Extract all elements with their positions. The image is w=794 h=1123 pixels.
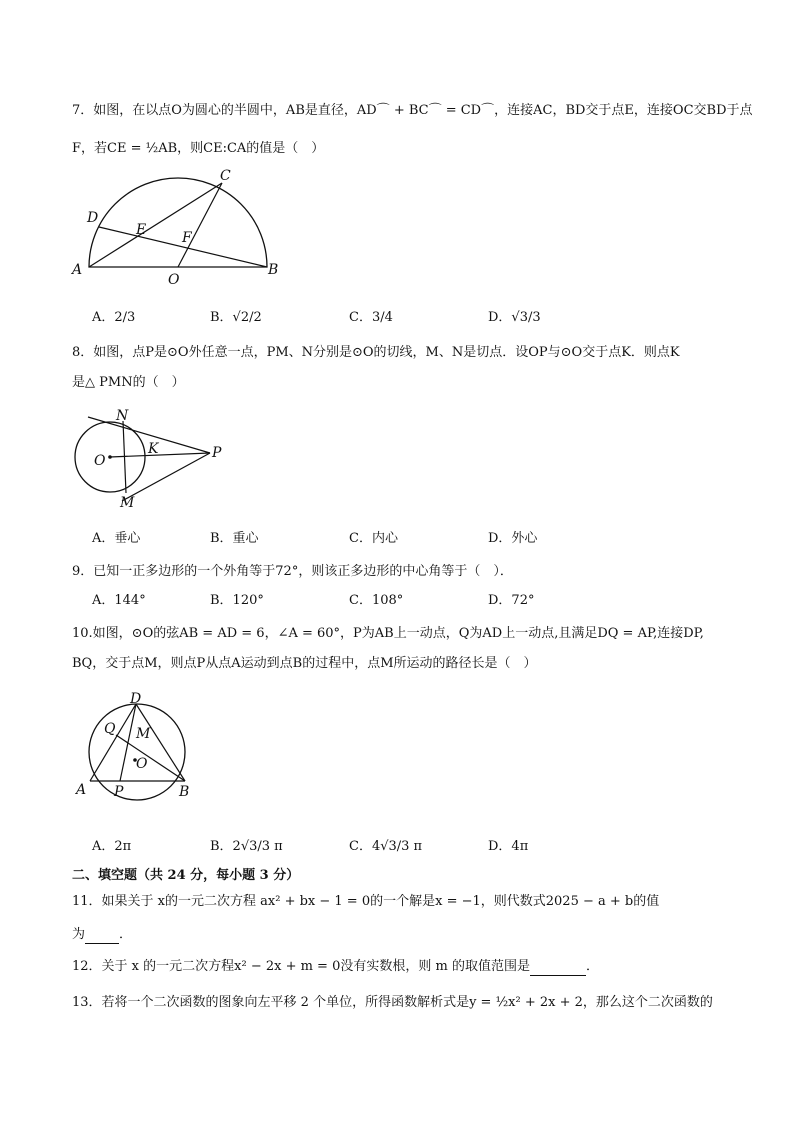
semicircle-arc <box>89 178 267 267</box>
q8-figure <box>70 405 240 515</box>
q9-option-d[interactable]: D．72° <box>488 593 535 608</box>
label-a: A <box>76 782 87 798</box>
label-n: N <box>116 408 129 424</box>
label-p: P <box>114 784 124 800</box>
q7-option-b[interactable]: B．√2/2 <box>210 310 262 325</box>
q8-line1: 8．如图，点P是⊙O外任意一点，PM、N分别是⊙O的切线，M、N是切点．设OP与⊙O交于点K．则点K <box>72 345 680 360</box>
label-a: A <box>72 262 83 278</box>
label-m: M <box>136 726 151 742</box>
q11-line2 <box>72 926 132 944</box>
q7-option-d[interactable]: D．√3/3 <box>488 310 541 325</box>
q11-answer-blank[interactable] <box>85 929 119 944</box>
q9-option-c[interactable]: C．108° <box>349 593 404 608</box>
q12-answer-blank[interactable] <box>530 961 586 976</box>
q10-option-d[interactable]: D．4π <box>488 839 529 854</box>
q10-line2: BQ，交于点M，则点P从点A运动到点B的过程中，点M所运动的路径长是（ ） <box>72 656 537 671</box>
q10-figure <box>72 688 202 808</box>
q11-line2-prefix: 为 <box>72 927 86 942</box>
q12-suffix: ． <box>585 959 599 974</box>
segment-bq <box>116 735 185 781</box>
label-k: K <box>148 441 159 457</box>
q8-option-d[interactable]: D．外心 <box>488 531 538 546</box>
q12-line <box>72 958 599 976</box>
tangent-pm <box>122 453 210 501</box>
label-b: B <box>268 262 279 278</box>
q7-option-c[interactable]: C．3/4 <box>349 310 393 325</box>
q9-option-b[interactable]: B．120° <box>210 593 264 608</box>
center-point-o <box>108 455 112 459</box>
q7-line1: 7．如图，在以点O为圆心的半圆中，AB是直径，AD⌒ + BC⌒ = CD⌒，连接AC，BD交于点E，连接OC交BD于点 <box>72 103 753 118</box>
label-d: D <box>130 691 142 707</box>
q7-option-a[interactable]: A．2/3 <box>92 310 136 325</box>
q9-option-a[interactable]: A．144° <box>92 593 146 608</box>
q7-figure <box>70 168 300 288</box>
q10-option-b[interactable]: B．2√3/3 π <box>210 839 283 854</box>
label-e: E <box>136 222 147 238</box>
label-c: C <box>220 168 231 184</box>
segment-ac <box>89 183 222 267</box>
label-d: D <box>87 210 99 226</box>
q7-line2: F，若CE = ½AB，则CE:CA的值是（ ） <box>72 141 325 156</box>
q11-line1: 11．如果关于 x的一元二次方程 ax² + bx − 1 = 0的一个解是x = −1，则代数式2025 − a + b的值 <box>72 894 660 909</box>
chord-ad <box>90 704 136 781</box>
q12-text: 12．关于 x 的一元二次方程x² − 2x + m = 0没有实数根，则 m 的取值范围是 <box>72 959 530 974</box>
q10-line1: 10.如图，⊙O的弦AB = AD = 6，∠A = 60°，P为AB上一动点，Q为AD上一动点,且满足DQ = AP,连接DP, <box>72 626 704 641</box>
q11-line2-suffix: ． <box>119 927 133 942</box>
label-o: O <box>94 453 106 469</box>
label-p: P <box>212 445 222 461</box>
label-m: M <box>120 495 135 511</box>
q8-option-c[interactable]: C．内心 <box>349 531 398 546</box>
q13-line1: 13．若将一个二次函数的图象向左平移 2 个单位，所得函数解析式是y = ½x² + 2x + 2，那么这个二次函数的 <box>72 995 713 1010</box>
q10-option-a[interactable]: A．2π <box>92 839 132 854</box>
label-q: Q <box>104 721 116 737</box>
q9-line1: 9．已知一正多边形的一个外角等于72°，则该正多边形的中心角等于（ ）． <box>72 564 513 579</box>
q8-option-a[interactable]: A．垂心 <box>92 531 141 546</box>
label-b: B <box>179 784 190 800</box>
q10-option-c[interactable]: C．4√3/3 π <box>349 839 423 854</box>
label-f: F <box>182 230 192 246</box>
q8-line2: 是△ PMN的（ ） <box>72 375 185 390</box>
q8-option-b[interactable]: B．重心 <box>210 531 259 546</box>
label-o: O <box>136 756 148 772</box>
circle-o <box>89 704 185 800</box>
label-o: O <box>168 272 180 288</box>
section-title: 二、填空题（共 24 分，每小题 3 分） <box>72 868 300 883</box>
